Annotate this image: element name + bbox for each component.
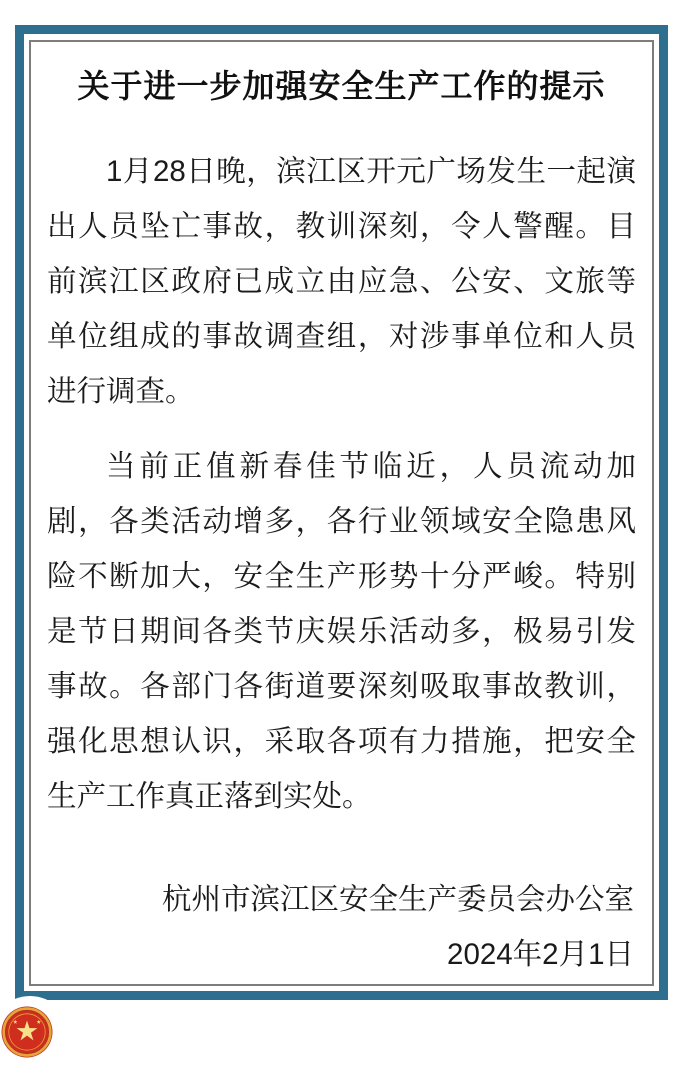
document-border-frame — [15, 25, 668, 1000]
issue-date: 2024年2月1日 — [447, 938, 634, 971]
national-emblem-icon — [1, 1006, 53, 1058]
page-title: 关于进一步加强安全生产工作的提示 — [77, 68, 606, 104]
notice-body — [47, 144, 636, 824]
document-inner-border — [29, 40, 654, 986]
paragraph-2: 当前正值新春佳节临近，人员流动加剧，各类活动增多，各行业领域安全隐患风险不断加大，安全生产形势十分严峻。特别是节日期间各类节庆娱乐活动多，极易引发事故。各部门各街道要深刻吸取事故教训，强化思想认识，采取各项有力措施，把安全生产工作真正落到实处。 — [47, 450, 636, 813]
paragraph-1: 1月28日晚，滨江区开元广场发生一起演出人员坠亡事故，教训深刻，令人警醒。目前滨江区政府已成立由应急、公安、文旅等单位组成的事故调查组，对涉事单位和人员进行调查。 — [47, 155, 636, 408]
issuing-office: 杭州市滨江区安全生产委员会办公室 — [161, 883, 634, 916]
signature-block — [47, 872, 636, 982]
